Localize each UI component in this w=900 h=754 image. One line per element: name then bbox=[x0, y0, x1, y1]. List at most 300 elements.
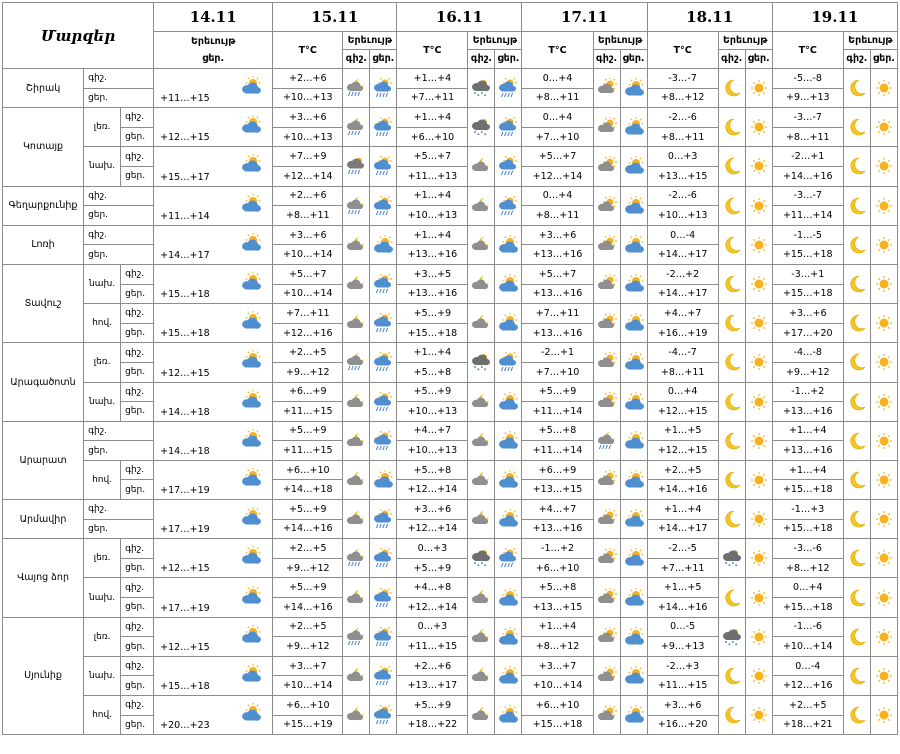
sun-cloud-icon bbox=[230, 350, 272, 374]
temp-value: +12…+16 bbox=[772, 676, 843, 696]
sun-icon bbox=[745, 421, 772, 460]
temp-value: +12…+15 bbox=[647, 441, 718, 461]
cloud-sun-grey-icon bbox=[593, 539, 620, 578]
moon-icon bbox=[843, 69, 870, 108]
sun-cloud-icon bbox=[620, 69, 647, 108]
temp-value: +5…+9 bbox=[522, 382, 593, 402]
temp-value: +17…+19 bbox=[160, 602, 210, 614]
temp-value: +11…+14 bbox=[160, 210, 210, 222]
period-label: գիշ. bbox=[121, 617, 154, 637]
temp-value: -1…-5 bbox=[772, 225, 843, 245]
region-name: Լոռի bbox=[3, 225, 84, 264]
cloud-sun-grey-icon bbox=[593, 69, 620, 108]
cloud-sun-grey-icon bbox=[593, 108, 620, 147]
region-name: Արագածոտն bbox=[3, 343, 84, 421]
moon-icon bbox=[718, 696, 745, 735]
temp-value: +12…+14 bbox=[397, 480, 468, 500]
temp-value: +1…+4 bbox=[397, 343, 468, 363]
temp-value: +5…+9 bbox=[397, 304, 468, 324]
cloud-moon-icon bbox=[468, 421, 495, 460]
cloud-moon-icon bbox=[468, 186, 495, 225]
temp-value: 0…-4 bbox=[647, 225, 718, 245]
period-label: ցեր. bbox=[121, 166, 154, 186]
sun-icon bbox=[745, 382, 772, 421]
temp-value: +9…+12 bbox=[273, 558, 343, 578]
sun-cloud-icon bbox=[495, 264, 522, 303]
temp-value: -2…-6 bbox=[647, 186, 718, 206]
temp-value: +13…+16 bbox=[772, 441, 843, 461]
sun-icon bbox=[870, 147, 897, 186]
sun-cloud-rain-icon bbox=[370, 147, 397, 186]
period-label: գիշ. bbox=[121, 578, 154, 598]
temp-value: +12…+14 bbox=[397, 519, 468, 539]
sun-icon bbox=[745, 578, 772, 617]
temp-value: +10…+13 bbox=[397, 206, 468, 226]
period-label: գիշ. bbox=[84, 69, 154, 89]
sun-cloud-icon bbox=[620, 147, 647, 186]
sun-cloud-icon bbox=[230, 194, 272, 218]
sun-cloud-icon bbox=[230, 311, 272, 335]
sun-icon bbox=[745, 147, 772, 186]
cloud-moon-rain-icon bbox=[593, 421, 620, 460]
cloud-moon-icon bbox=[343, 696, 370, 735]
sun-cloud-icon bbox=[370, 225, 397, 264]
moon-icon bbox=[843, 304, 870, 343]
temp-value: 0…+4 bbox=[522, 186, 593, 206]
sun-cloud-icon bbox=[620, 186, 647, 225]
temp-value: +10…+13 bbox=[273, 88, 343, 108]
cloud-moon-rain-icon bbox=[343, 69, 370, 108]
region-name: Շիրակ bbox=[3, 69, 84, 108]
day1-cell bbox=[154, 186, 273, 225]
sun-cloud-icon bbox=[620, 264, 647, 303]
sun-cloud-icon bbox=[620, 382, 647, 421]
moon-icon bbox=[843, 421, 870, 460]
temp-value: +15…+19 bbox=[273, 715, 343, 735]
region-name: Արմավիր bbox=[3, 500, 84, 539]
temp-value: +8…+11 bbox=[522, 206, 593, 226]
date-header: 15.11 bbox=[273, 3, 397, 32]
temp-value: +3…+6 bbox=[397, 500, 468, 520]
cloud-moon-icon bbox=[343, 264, 370, 303]
moon-icon bbox=[843, 656, 870, 695]
subregion-name: լեռ. bbox=[84, 343, 121, 382]
sun-cloud-icon bbox=[230, 625, 272, 649]
temp-value: +12…+16 bbox=[273, 323, 343, 343]
sun-icon bbox=[745, 108, 772, 147]
period-label: ցեր. bbox=[121, 323, 154, 343]
temp-value: +4…+7 bbox=[522, 500, 593, 520]
temp-value: 0…+4 bbox=[647, 382, 718, 402]
temp-value: +15…+18 bbox=[397, 323, 468, 343]
snow-cloud-icon bbox=[468, 108, 495, 147]
subregion-name: լեռ. bbox=[84, 617, 121, 656]
temp-value: +5…+7 bbox=[522, 264, 593, 284]
temp-value: +10…+13 bbox=[397, 441, 468, 461]
moon-icon bbox=[718, 656, 745, 695]
snow-cloud-icon bbox=[468, 539, 495, 578]
temp-value: +5…+9 bbox=[397, 696, 468, 716]
temp-value: +8…+11 bbox=[273, 206, 343, 226]
temp-value: +15…+18 bbox=[160, 328, 210, 340]
temp-value: +12…+15 bbox=[160, 367, 210, 379]
temp-value: -2…+2 bbox=[647, 264, 718, 284]
region-name: Սյունիք bbox=[3, 617, 84, 735]
temp-value: +9…+12 bbox=[273, 362, 343, 382]
temp-value: +14…+16 bbox=[647, 598, 718, 618]
moon-icon bbox=[843, 382, 870, 421]
cloud-sun-grey-icon bbox=[593, 460, 620, 499]
subregion-name: նախ. bbox=[84, 656, 121, 695]
temp-value: +2…+5 bbox=[273, 617, 343, 637]
temp-value: +18…+22 bbox=[397, 715, 468, 735]
sun-icon bbox=[870, 108, 897, 147]
temp-value: +14…+18 bbox=[160, 406, 210, 418]
temp-value: +2…+5 bbox=[647, 460, 718, 480]
subregion-name: նախ. bbox=[84, 382, 121, 421]
subregion-name: նախ. bbox=[84, 264, 121, 303]
date-header: 16.11 bbox=[397, 3, 522, 32]
day1-cell bbox=[154, 696, 273, 735]
temp-value: +9…+13 bbox=[647, 637, 718, 657]
temp-value: -3…-7 bbox=[647, 69, 718, 89]
cloud-sun-grey-icon bbox=[593, 186, 620, 225]
period-label: գիշ. bbox=[121, 304, 154, 324]
sun-cloud-rain-icon bbox=[370, 69, 397, 108]
sun-icon bbox=[745, 617, 772, 656]
temp-value: +15…+18 bbox=[772, 598, 843, 618]
sun-icon bbox=[745, 264, 772, 303]
moon-icon bbox=[718, 460, 745, 499]
temp-value: +9…+12 bbox=[273, 637, 343, 657]
temp-value: +2…+6 bbox=[273, 69, 343, 89]
dark-cloud-rain-icon bbox=[343, 147, 370, 186]
sun-cloud-icon bbox=[620, 696, 647, 735]
period-label: գիշ. bbox=[121, 656, 154, 676]
forecast-row bbox=[3, 147, 898, 167]
day1-cell bbox=[154, 108, 273, 147]
temp-value: +11…+15 bbox=[273, 441, 343, 461]
moon-icon bbox=[843, 186, 870, 225]
sun-cloud-rain-icon bbox=[370, 186, 397, 225]
temp-value: +10…+14 bbox=[772, 637, 843, 657]
temp-value: +14…+18 bbox=[273, 480, 343, 500]
temp-value: -1…+3 bbox=[772, 500, 843, 520]
temp-value: +4…+7 bbox=[397, 421, 468, 441]
day1-cell bbox=[154, 264, 273, 303]
temp-value: +14…+16 bbox=[647, 480, 718, 500]
sun-cloud-icon bbox=[620, 656, 647, 695]
temp-value: +10…+13 bbox=[647, 206, 718, 226]
sun-cloud-rain-icon bbox=[370, 578, 397, 617]
temp-value: +14…+16 bbox=[273, 519, 343, 539]
temp-value: +5…+9 bbox=[273, 500, 343, 520]
cloud-sun-grey-icon bbox=[593, 500, 620, 539]
temp-value: +15…+18 bbox=[772, 245, 843, 265]
sun-icon bbox=[870, 382, 897, 421]
temp-value: +12…+14 bbox=[273, 166, 343, 186]
moon-icon bbox=[843, 578, 870, 617]
day1-cell bbox=[154, 343, 273, 382]
temp-value: +17…+19 bbox=[160, 485, 210, 497]
temp-value: +8…+12 bbox=[522, 637, 593, 657]
weather-header: Երեւույթ գիշ. ցեր. bbox=[468, 32, 522, 69]
temp-value: +5…+8 bbox=[397, 362, 468, 382]
moon-icon bbox=[718, 264, 745, 303]
temp-value: +15…+18 bbox=[772, 519, 843, 539]
temp-value: +9…+13 bbox=[772, 88, 843, 108]
temp-value: +4…+8 bbox=[397, 578, 468, 598]
weather-label-header: Երեւույթ ցեր. bbox=[154, 32, 273, 69]
period-label: ցեր. bbox=[121, 676, 154, 696]
cloud-sun-grey-icon bbox=[593, 617, 620, 656]
forecast-table bbox=[2, 2, 898, 735]
temp-value: -2…+1 bbox=[772, 147, 843, 167]
temp-value: +7…+9 bbox=[273, 147, 343, 167]
sun-icon bbox=[745, 460, 772, 499]
sun-cloud-icon bbox=[230, 76, 272, 100]
forecast-row bbox=[3, 304, 898, 324]
temp-value: +15…+17 bbox=[160, 171, 210, 183]
temp-value: +16…+20 bbox=[647, 715, 718, 735]
temp-value: +13…+16 bbox=[397, 245, 468, 265]
temp-value: +13…+16 bbox=[397, 284, 468, 304]
temp-value: +3…+7 bbox=[273, 656, 343, 676]
sun-cloud-icon bbox=[620, 108, 647, 147]
weather-header: Երեւույթ գիշ. ցեր. bbox=[718, 32, 772, 69]
forecast-row bbox=[3, 617, 898, 637]
subregion-name: հով. bbox=[84, 460, 121, 499]
temp-value: +1…+4 bbox=[647, 500, 718, 520]
temp-value: -2…+1 bbox=[522, 343, 593, 363]
sun-cloud-icon bbox=[495, 225, 522, 264]
temp-value: +4…+7 bbox=[647, 304, 718, 324]
period-label: ցեր. bbox=[84, 519, 154, 539]
cloud-sun-grey-icon bbox=[593, 264, 620, 303]
temp-value: +5…+8 bbox=[522, 421, 593, 441]
sun-cloud-rain-icon bbox=[370, 539, 397, 578]
regions-title: Մարզեր bbox=[3, 3, 154, 69]
temp-value: +10…+14 bbox=[273, 676, 343, 696]
temp-value: +3…+6 bbox=[647, 696, 718, 716]
temp-value: +7…+11 bbox=[397, 88, 468, 108]
sun-cloud-rain-icon bbox=[370, 421, 397, 460]
moon-icon bbox=[718, 186, 745, 225]
cloud-moon-icon bbox=[343, 225, 370, 264]
period-label: ցեր. bbox=[121, 637, 154, 657]
forecast-row bbox=[3, 656, 898, 676]
forecast-row bbox=[3, 539, 898, 559]
period-label: գիշ. bbox=[84, 225, 154, 245]
cloud-moon-icon bbox=[468, 617, 495, 656]
cloud-moon-icon bbox=[468, 460, 495, 499]
temp-value: -2…-6 bbox=[647, 108, 718, 128]
temp-value: +15…+18 bbox=[160, 681, 210, 692]
sun-icon bbox=[745, 539, 772, 578]
moon-icon bbox=[843, 264, 870, 303]
temp-value: +14…+18 bbox=[160, 445, 210, 457]
sun-cloud-icon bbox=[230, 272, 272, 296]
temp-value: +3…+7 bbox=[522, 656, 593, 676]
temp-value: +17…+19 bbox=[160, 524, 210, 536]
temp-value: +2…+5 bbox=[772, 696, 843, 716]
sun-cloud-icon bbox=[230, 390, 272, 414]
temp-value: -5…-8 bbox=[772, 69, 843, 89]
cloud-moon-icon bbox=[468, 578, 495, 617]
sun-cloud-icon bbox=[620, 500, 647, 539]
temp-value: +1…+4 bbox=[397, 69, 468, 89]
temp-value: +3…+6 bbox=[772, 304, 843, 324]
temp-value: 0…-4 bbox=[772, 656, 843, 676]
temp-value: +14…+17 bbox=[647, 245, 718, 265]
sun-cloud-icon bbox=[230, 664, 272, 688]
temp-value: +5…+8 bbox=[522, 578, 593, 598]
moon-icon bbox=[843, 343, 870, 382]
temp-value: +13…+16 bbox=[522, 519, 593, 539]
temp-value: +8…+11 bbox=[772, 127, 843, 147]
temp-value: +14…+16 bbox=[772, 166, 843, 186]
sun-cloud-rain-icon bbox=[495, 108, 522, 147]
sun-icon bbox=[870, 539, 897, 578]
sun-cloud-icon bbox=[495, 382, 522, 421]
forecast-row bbox=[3, 225, 898, 245]
sun-cloud-icon bbox=[370, 460, 397, 499]
period-label: ցեր. bbox=[84, 88, 154, 108]
sun-icon bbox=[870, 578, 897, 617]
cloud-sun-grey-icon bbox=[593, 382, 620, 421]
temp-value: +13…+15 bbox=[647, 166, 718, 186]
period-label: գիշ. bbox=[84, 186, 154, 206]
day1-cell bbox=[154, 147, 273, 186]
cloud-moon-icon bbox=[468, 225, 495, 264]
sun-icon bbox=[870, 343, 897, 382]
temp-value: +12…+15 bbox=[160, 563, 210, 575]
cloud-moon-icon bbox=[343, 382, 370, 421]
temp-value: +5…+7 bbox=[273, 264, 343, 284]
moon-icon bbox=[718, 304, 745, 343]
temp-value: +11…+15 bbox=[160, 93, 210, 105]
temp-value: +6…+10 bbox=[273, 460, 343, 480]
temp-value: +6…+10 bbox=[522, 696, 593, 716]
period-label: ցեր. bbox=[121, 715, 154, 735]
sun-icon bbox=[870, 617, 897, 656]
cloud-sun-grey-icon bbox=[593, 343, 620, 382]
temp-value: +1…+4 bbox=[397, 225, 468, 245]
temp-value: +12…+15 bbox=[160, 641, 210, 653]
temp-value: -3…-7 bbox=[772, 186, 843, 206]
day1-cell bbox=[154, 460, 273, 499]
day1-cell bbox=[154, 382, 273, 421]
forecast-row bbox=[3, 696, 898, 716]
sun-cloud-icon bbox=[495, 500, 522, 539]
temp-value: +13…+16 bbox=[522, 245, 593, 265]
temp-value: +13…+15 bbox=[522, 480, 593, 500]
sun-cloud-icon bbox=[620, 421, 647, 460]
cloud-moon-icon bbox=[343, 460, 370, 499]
sun-cloud-icon bbox=[230, 154, 272, 178]
cloud-moon-icon bbox=[468, 500, 495, 539]
temp-value: +11…+15 bbox=[397, 637, 468, 657]
sun-cloud-icon bbox=[230, 507, 272, 531]
moon-icon bbox=[843, 617, 870, 656]
period-label: գիշ. bbox=[121, 264, 154, 284]
sun-icon bbox=[870, 264, 897, 303]
forecast-row bbox=[3, 343, 898, 363]
moon-icon bbox=[718, 108, 745, 147]
moon-icon bbox=[718, 147, 745, 186]
temp-value: +5…+7 bbox=[522, 147, 593, 167]
temp-value: +6…+10 bbox=[397, 127, 468, 147]
forecast-row bbox=[3, 382, 898, 402]
sun-cloud-icon bbox=[495, 696, 522, 735]
period-label: ցեր. bbox=[84, 441, 154, 461]
temp-value: +8…+11 bbox=[647, 362, 718, 382]
temp-value: +15…+18 bbox=[772, 480, 843, 500]
subregion-name: նախ. bbox=[84, 578, 121, 617]
sun-cloud-icon bbox=[230, 703, 272, 727]
sun-cloud-rain-icon bbox=[370, 343, 397, 382]
temp-value: +15…+18 bbox=[772, 284, 843, 304]
snow-cloud-icon bbox=[468, 69, 495, 108]
sun-icon bbox=[745, 500, 772, 539]
forecast-row bbox=[3, 421, 898, 441]
moon-icon bbox=[718, 500, 745, 539]
temp-value: +11…+14 bbox=[772, 206, 843, 226]
sun-icon bbox=[745, 343, 772, 382]
sun-cloud-icon bbox=[620, 578, 647, 617]
forecast-row bbox=[3, 500, 898, 520]
region-name: Վայոց ձոր bbox=[3, 539, 84, 617]
temp-value: 0…+4 bbox=[772, 578, 843, 598]
temp-value: +13…+16 bbox=[772, 402, 843, 422]
temp-value: +11…+15 bbox=[647, 676, 718, 696]
temp-value: +5…+9 bbox=[397, 382, 468, 402]
forecast-row bbox=[3, 264, 898, 284]
subregion-name: հով. bbox=[84, 304, 121, 343]
sun-icon bbox=[745, 225, 772, 264]
temp-value: +13…+15 bbox=[522, 598, 593, 618]
cloud-moon-icon bbox=[468, 304, 495, 343]
temp-value: 0…+4 bbox=[522, 108, 593, 128]
sun-cloud-icon bbox=[495, 421, 522, 460]
temp-value: +10…+13 bbox=[397, 402, 468, 422]
temp-value: +8…+11 bbox=[522, 88, 593, 108]
temp-value: +5…+9 bbox=[397, 558, 468, 578]
temp-value: +7…+10 bbox=[522, 127, 593, 147]
temp-value: +9…+12 bbox=[772, 362, 843, 382]
temp-value: +7…+10 bbox=[522, 362, 593, 382]
temp-value: +7…+11 bbox=[273, 304, 343, 324]
moon-icon bbox=[718, 421, 745, 460]
moon-icon bbox=[718, 343, 745, 382]
sun-icon bbox=[745, 696, 772, 735]
forecast-row bbox=[3, 186, 898, 206]
cloud-moon-icon bbox=[468, 147, 495, 186]
period-label: գիշ. bbox=[84, 500, 154, 520]
temp-value: +1…+5 bbox=[647, 421, 718, 441]
moon-icon bbox=[843, 147, 870, 186]
period-label: ցեր. bbox=[121, 127, 154, 147]
moon-icon bbox=[718, 382, 745, 421]
sun-icon bbox=[870, 421, 897, 460]
temp-value: +1…+5 bbox=[647, 578, 718, 598]
temp-value: +15…+18 bbox=[160, 289, 210, 301]
temp-header: T°C bbox=[647, 32, 718, 69]
temp-value: +5…+7 bbox=[397, 147, 468, 167]
temp-value: +14…+17 bbox=[647, 284, 718, 304]
temp-value: +1…+4 bbox=[772, 421, 843, 441]
sun-cloud-icon bbox=[495, 656, 522, 695]
